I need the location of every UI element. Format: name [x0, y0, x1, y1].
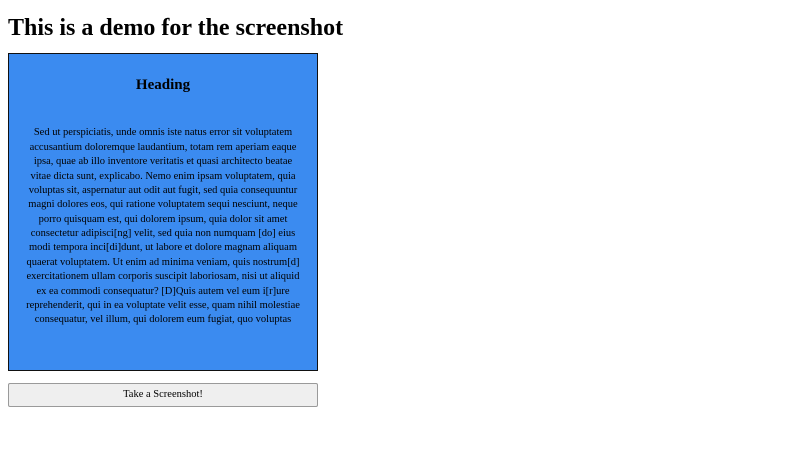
take-screenshot-button[interactable]: Take a Screenshot! [8, 383, 318, 407]
panel-heading: Heading [135, 77, 191, 94]
page-title: This is a demo for the screenshot [8, 15, 344, 41]
demo-panel [8, 53, 318, 371]
panel-paragraph: Sed ut perspiciatis, unde omnis iste natus error sit voluptatem accusantium doloremque laudantium, totam rem aperiam eaque ipsa, quae ab illo inventore veritatis et quasi architecto beatae vitae dicta sunt, explicabo. Nemo enim ipsam voluptatem, quia voluptas sit, aspernatur aut odit aut fugit, sed quia consequuntur magni dolores eos, qui ratione voluptatem sequi nesciunt, neque porro quisquam est, qui dolorem ipsum, quia dolor sit amet consectetur adipisci[ng] velit, sed quia non numquam [do] eius modi tempora inci[di]dunt, ut labore et dolore magnam aliquam quaerat voluptatem. Ut enim ad minima veniam, quis nostrum[d] exercitationem ullam corporis suscipit laboriosam, nisi ut aliquid ex ea commodi consequatur? [D]Quis autem vel eum i[r]ure reprehenderit, qui in ea voluptate velit esse, quam nihil molestiae consequatur, vel illum, qui dolorem eum fugiat, quo voluptas [26, 127, 300, 326]
